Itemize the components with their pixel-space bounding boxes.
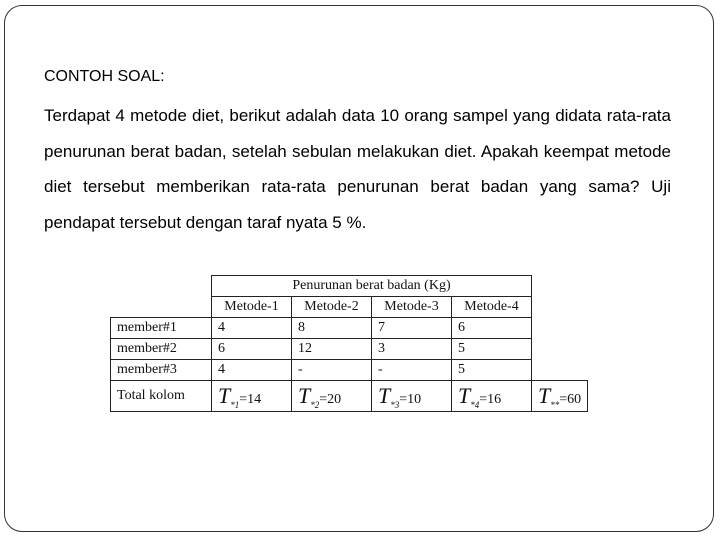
total-cell [292, 381, 372, 412]
grand-total-cell [532, 381, 588, 412]
data-table [110, 275, 588, 412]
total-value: =16 [479, 391, 502, 407]
table-cell: 6 [452, 318, 532, 339]
table-cell: 6 [212, 339, 292, 360]
table-cell: 5 [452, 360, 532, 381]
total-cell [372, 381, 452, 412]
table-cell: - [292, 360, 372, 381]
method-header: Metode-3 [372, 297, 452, 318]
table-cell: 4 [212, 318, 292, 339]
blank-cell [111, 276, 212, 297]
total-value: =14 [239, 391, 262, 407]
total-symbol: T [298, 382, 311, 408]
table-cell: 5 [452, 339, 532, 360]
table-cell: - [372, 360, 452, 381]
data-table-container [110, 275, 588, 412]
blank-cell [111, 297, 212, 318]
total-symbol: T [378, 382, 391, 408]
total-row [111, 381, 588, 412]
total-symbol: T [458, 382, 471, 408]
total-cell [452, 381, 532, 412]
total-value: =20 [319, 391, 342, 407]
table-row [111, 339, 588, 360]
row-label: member#3 [111, 360, 212, 381]
problem-paragraph: Terdapat 4 metode diet, berikut adalah data 10 orang sampel yang didata rata-rata penurunan berat badan, setelah sebulan melakukan diet. Apakah keempat metode diet tersebut memberikan rata-rata penurunan berat badan yang sama? Uji pendapat tersebut dengan taraf nyata 5 %. [44, 106, 671, 232]
total-subscript: *3 [390, 399, 400, 410]
row-label: member#2 [111, 339, 212, 360]
total-label: Total kolom [111, 381, 212, 412]
total-value: =10 [399, 391, 422, 407]
table-cell: 7 [372, 318, 452, 339]
total-value: =60 [559, 391, 582, 407]
row-label: member#1 [111, 318, 212, 339]
table-row [111, 318, 588, 339]
method-header: Metode-2 [292, 297, 372, 318]
caption-row [111, 276, 588, 297]
table-cell: 12 [292, 339, 372, 360]
total-subscript: *2 [310, 399, 320, 410]
method-header: Metode-1 [212, 297, 292, 318]
table-row [111, 360, 588, 381]
page-title: CONTOH SOAL: [44, 68, 165, 85]
total-subscript: *1 [230, 399, 240, 410]
total-symbol: T [538, 382, 551, 408]
table-caption: Penurunan berat badan (Kg) [212, 276, 532, 297]
method-header: Metode-4 [452, 297, 532, 318]
total-subscript: *4 [470, 399, 480, 410]
table-cell: 4 [212, 360, 292, 381]
table-cell: 3 [372, 339, 452, 360]
total-subscript: ** [550, 399, 560, 410]
method-header-row [111, 297, 588, 318]
total-cell [212, 381, 292, 412]
table-cell: 8 [292, 318, 372, 339]
total-symbol: T [218, 382, 231, 408]
